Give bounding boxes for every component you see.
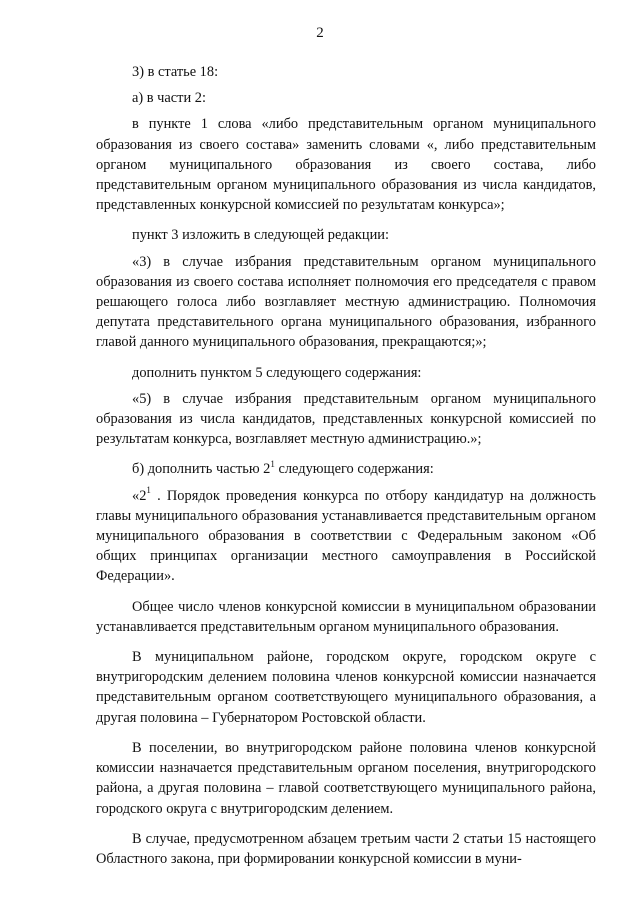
- paragraph-part-2-1-intro-before: б) дополнить частью 2: [132, 461, 271, 478]
- paragraph-commission-size: Общее число членов конкурсной комиссии в муниципальном образовании устанавливается представительным органом муниципального образования.: [96, 598, 596, 635]
- paragraph-part-2-1-text-before: «2: [132, 487, 147, 504]
- paragraph-point-3-intro: пункт 3 изложить в следующей редакции:: [132, 227, 389, 244]
- page-number: 2: [316, 25, 324, 41]
- paragraph-point-5-intro: дополнить пунктом 5 следующего содержания:: [132, 364, 422, 381]
- paragraph-part-2-1-intro-after: следующего содержания:: [274, 461, 434, 478]
- superscript-1: 1: [146, 484, 151, 495]
- paragraph-part-2-1-intro: [96, 459, 596, 479]
- paragraph-article-18: 3) в статье 18:: [132, 64, 219, 80]
- document-body: [96, 62, 596, 879]
- paragraph-part-2: а) в части 2:: [132, 90, 206, 107]
- paragraph-municipal-district: В муниципальном районе, городском округе, городском округе с внутригородским делением половина членов конкурсной комиссии назначается представительным органом соответствующего муниципального образования, а другая половина – Губернатором Ростовской области.: [96, 649, 596, 726]
- paragraph-point-5-text: «5) в случае избрания представительным органом муниципального образования из числа кандидатов, представленных конкурсной комиссией по результатам конкурса, возглавляет местную администрацию.»;: [96, 390, 596, 448]
- paragraph-part-2-1-text-after: . Порядок проведения конкурса по отбору кандидатур на должность главы муниципального образования устанавливается представительным органом муниципального образования в соответствии с Федеральным законом «Об общих принципах организации местного самоуправления в Российской Федерации».: [96, 487, 596, 585]
- paragraph-part-2-1-text: [96, 486, 596, 587]
- paragraph-settlement: В поселении, во внутригородском районе половина членов конкурсной комиссии назначается представительным органом поселения, внутригородского района, а другая половина – главой соответствующего муниципального района, городского округа с внутригородским делением.: [96, 739, 596, 817]
- paragraph-point-1-amendment: в пункте 1 слова «либо представительным органом муниципального образования из своего состава» заменить словами «, либо представительным органом муниципального образования из своего состава, либо представительным органом муниципального образования из числа кандидатов, представленных конкурсной комиссией по результатам конкурса»;: [96, 116, 596, 214]
- superscript-1: 1: [270, 458, 275, 469]
- paragraph-special-case: В случае, предусмотренном абзацем третьим части 2 статьи 15 настоящего Областного закона, при формировании конкурсной комиссии в муни-: [96, 830, 596, 867]
- paragraph-point-3-text: «3) в случае избрания представительным органом муниципального образования из своего состава исполняет полномочия его председателя с правом решающего голоса либо возглавляет местную администрацию. Полномочия депутата представительного органа муниципального образования, избранного главой данного муниципального образования, прекращаются;»;: [96, 253, 596, 351]
